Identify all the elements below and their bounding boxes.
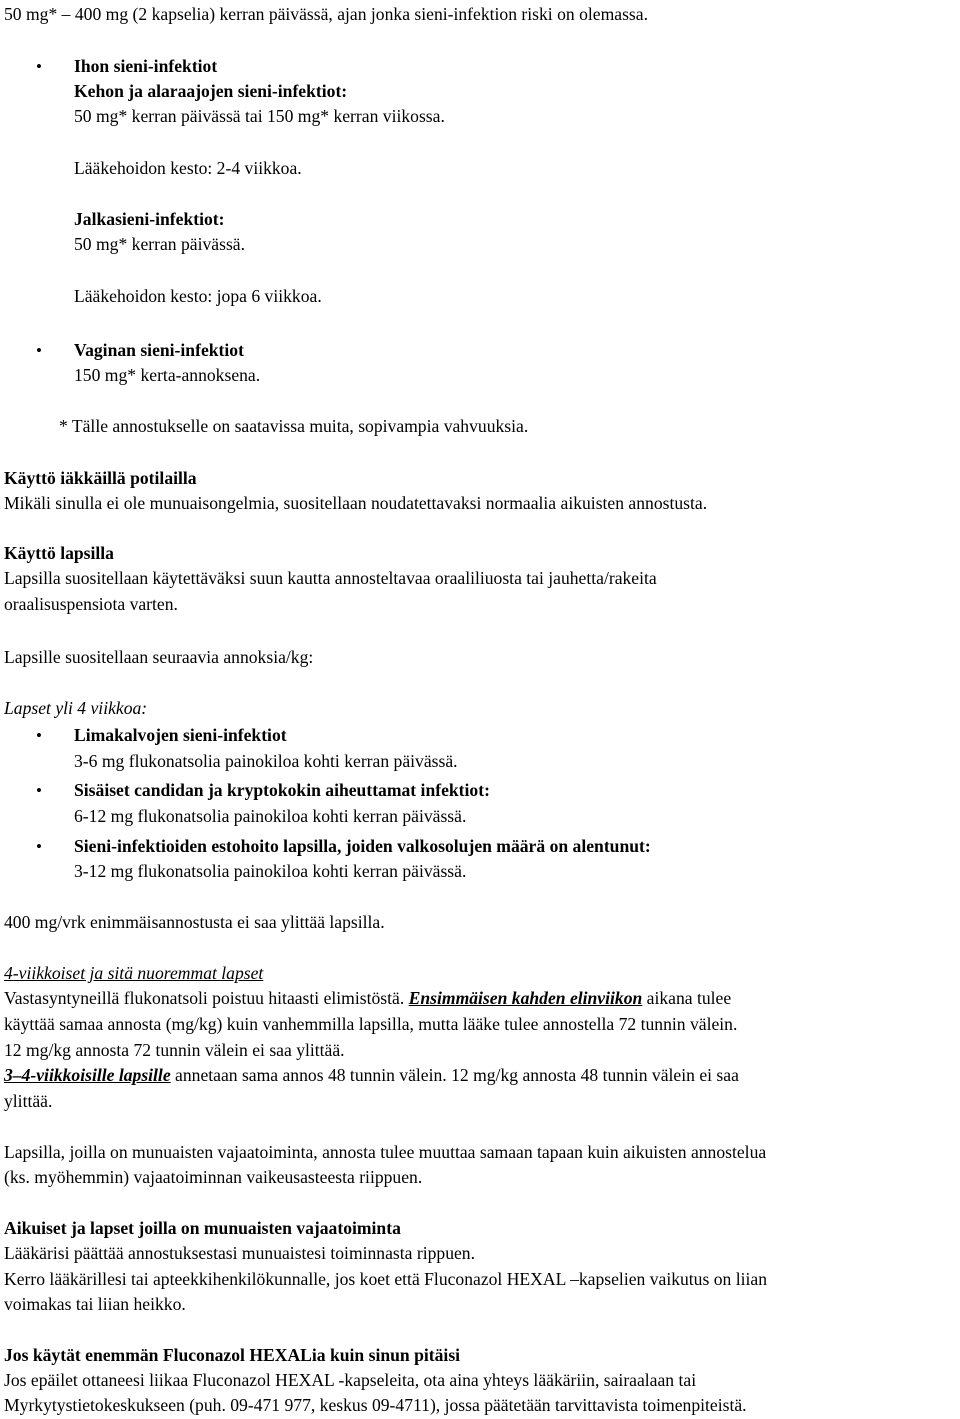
intro-dose-line: 50 mg* – 400 mg (2 kapselia) kerran päivässä, ajan jonka sieni-infektion riski on olemassa.: [4, 4, 648, 24]
renal-heading: Aikuiset ja lapset joilla on munuaisten vajaatoiminta: [4, 1218, 401, 1238]
elderly-text: Mikäli sinulla ei ole munuaisongelmia, suositellaan noudatettavaksi normaalia aikuisten annostusta.: [4, 493, 708, 513]
renal-children-line-1: Lapsilla, joilla on munuaisten vajaatoiminta, annosta tulee muuttaa samaan tapaan kuin aikuisten annostelua: [4, 1142, 767, 1162]
body-infection-dose: 50 mg* kerran päivässä tai 150 mg* kerran viikossa.: [74, 106, 445, 126]
elderly-heading: Käyttö iäkkäillä potilailla: [4, 468, 197, 488]
foot-infection-subheading: Jalkasieni-infektiot:: [74, 209, 225, 229]
foot-infection-dose: 50 mg* kerran päivässä.: [74, 234, 245, 254]
vaginal-infection-dose: 150 mg* kerta-annoksena.: [74, 365, 261, 385]
prophylaxis-dose: 3-12 mg flukonatsolia painokiloa kohti kerran päivässä.: [74, 861, 467, 881]
infants-line-2: käyttää samaa annosta (mg/kg) kuin vanhemmilla lapsilla, mutta lääke tulee annostella 72 tunnin välein.: [4, 1014, 738, 1034]
bullet-icon: •: [36, 341, 42, 360]
systemic-infection-heading: Sisäiset candidan ja kryptokokin aiheuttamat infektiot:: [74, 780, 490, 800]
overdose-heading: Jos käytät enemmän Fluconazol HEXALia kuin sinun pitäisi: [4, 1345, 461, 1365]
overdose-line-2: Myrkytystietokeskukseen (puh. 09-471 977, keskus 09-4711), jossa päätetään tarvittavista toimenpiteistä.: [4, 1395, 747, 1415]
skin-infection-heading: Ihon sieni-infektiot: [74, 56, 218, 76]
infants-line-1: [4, 986, 731, 1012]
children-text-line-1: Lapsilla suositellaan käytettäväksi suun kautta annosteltavaa oraaliliuosta tai jauhetta/rakeita: [4, 568, 657, 588]
infants-line-3: 12 mg/kg annosta 72 tunnin välein ei saa ylittää.: [4, 1040, 345, 1060]
infants-line-5: ylittää.: [4, 1091, 53, 1111]
first-two-weeks-emphasis: Ensimmäisen kahden elinviikon: [408, 988, 643, 1008]
bullet-icon: •: [36, 726, 42, 745]
infants-heading: 4-viikkoiset ja sitä nuoremmat lapset: [4, 963, 264, 983]
children-max-dose-note: 400 mg/vrk enimmäisannostusta ei saa ylittää lapsilla.: [4, 912, 385, 932]
mucosal-infection-heading: Limakalvojen sieni-infektiot: [74, 725, 287, 745]
children-dose-intro: Lapsille suositellaan seuraavia annoksia/kg:: [4, 647, 314, 667]
infants-line-1a: Vastasyntyneillä flukonatsoli poistuu hitaasti elimistöstä.: [4, 988, 409, 1008]
children-heading: Käyttö lapsilla: [4, 543, 114, 563]
renal-children-line-2: (ks. myöhemmin) vajaatoiminnan vaikeusasteesta riippuen.: [4, 1167, 423, 1187]
infants-line-4: [4, 1063, 739, 1089]
bullet-icon: •: [36, 781, 42, 800]
bullet-icon: •: [36, 837, 42, 856]
systemic-infection-dose: 6-12 mg flukonatsolia painokiloa kohti kerran päivässä.: [74, 806, 467, 826]
renal-line-3: voimakas tai liian heikko.: [4, 1294, 186, 1314]
children-text-line-2: oraalisuspensiota varten.: [4, 594, 178, 614]
mucosal-infection-dose: 3-6 mg flukonatsolia painokiloa kohti kerran päivässä.: [74, 751, 458, 771]
three-four-weeks-emphasis: 3–4-viikkoisille lapsille: [4, 1065, 171, 1085]
renal-line-2: Kerro lääkärillesi tai apteekkihenkilökunnalle, jos koet että Fluconazol HEXAL –kapselien vaikutus on liian: [4, 1269, 767, 1289]
overdose-line-1: Jos epäilet ottaneesi liikaa Fluconazol HEXAL -kapseleita, ota aina yhteys lääkäriin, sairaalaan tai: [4, 1370, 697, 1390]
prophylaxis-heading: Sieni-infektioiden estohoito lapsilla, joiden valkosolujen määrä on alentunut:: [74, 836, 651, 856]
bullet-icon: •: [36, 57, 42, 76]
infants-line-1c: aikana tulee: [642, 988, 732, 1008]
body-infection-duration: Lääkehoidon kesto: 2-4 viikkoa.: [74, 158, 302, 178]
over-4-weeks-heading: Lapset yli 4 viikkoa:: [4, 698, 148, 718]
body-infection-subheading: Kehon ja alaraajojen sieni-infektiot:: [74, 81, 348, 101]
infants-line-4b: annetaan sama annos 48 tunnin välein. 12 mg/kg annosta 48 tunnin välein ei saa: [170, 1065, 739, 1085]
foot-infection-duration: Lääkehoidon kesto: jopa 6 viikkoa.: [74, 286, 322, 306]
strength-footnote: * Tälle annostukselle on saatavissa muita, sopivampia vahvuuksia.: [59, 416, 529, 436]
renal-line-1: Lääkärisi päättää annostuksestasi munuaistesi toiminnasta rippuen.: [4, 1243, 476, 1263]
vaginal-infection-heading: Vaginan sieni-infektiot: [74, 340, 244, 360]
